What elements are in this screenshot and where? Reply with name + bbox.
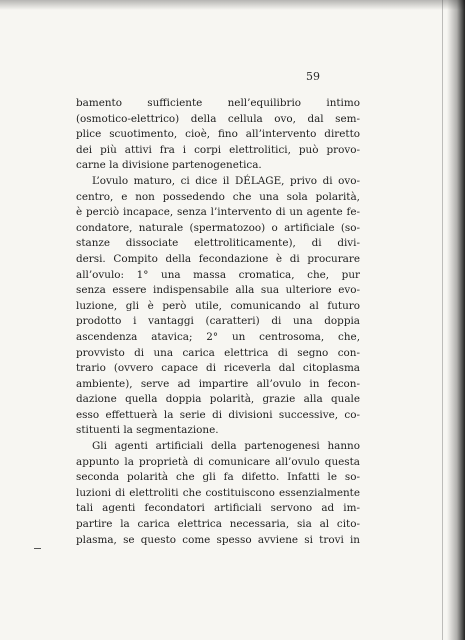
- text-line: dersi. Compito della fecondazione è di procurare: [76, 252, 360, 265]
- text-line: seconda polarità che gli fa difetto. Infatti le so-: [76, 471, 360, 484]
- binding-edge-line: [442, 0, 443, 640]
- text-line: è perciò incapace, senza l’intervento di un agente fe-: [76, 206, 360, 219]
- text-line: trario (ovvero capace di riceverla dal citoplasma: [76, 362, 360, 375]
- text-line: Gli agenti artificiali della partenogenesi hanno: [92, 440, 360, 453]
- text-line: senza essere indispensabile alla sua ulteriore evo-: [76, 284, 360, 297]
- text-line: bamento sufficiente nell’equilibrio intimo: [76, 97, 360, 109]
- text-line: stanze dissociate elettroliticamente), di divi-: [76, 237, 360, 250]
- margin-mark: [34, 548, 41, 549]
- text-line: L’ovulo maturo, ci dice il DÉLAGE, privo di ovo-: [92, 174, 360, 187]
- text-line: partire la carica elettrica necessaria, sia al cito-: [76, 518, 360, 531]
- scan-top-shadow: [0, 0, 465, 10]
- text-line: prodotto i vantaggi (caratteri) di una doppia: [76, 315, 360, 328]
- binding-edge-shadow: [447, 0, 465, 640]
- text-line: provvisto di una carica elettrica di segno con-: [76, 346, 360, 359]
- body-text: [76, 96, 360, 548]
- text-line: all’ovulo: 1° una massa cromatica, che, pur: [76, 268, 360, 281]
- text-line: ambiente), serve ad impartire all’ovulo in fecon-: [76, 377, 360, 390]
- text-line: luzione, gli è però utile, comunicando al futuro: [76, 299, 360, 312]
- text-line: ascendenza atavica; 2° un centrosoma, che,: [76, 330, 360, 343]
- text-line: centro, e non possedendo che una sola polarità,: [76, 190, 360, 203]
- text-line: luzioni di elettroliti che costituiscono essenzialmente: [76, 486, 360, 499]
- text-line: dazione quella doppia polarità, grazie alla quale: [76, 393, 360, 406]
- page-number: 59: [306, 70, 320, 83]
- text-line: tali agenti fecondatori artificiali servono ad im-: [76, 502, 360, 515]
- text-line: dei più attivi fra i corpi elettrolitici, può provo-: [76, 143, 360, 156]
- text-line: condatore, naturale (spermatozoo) o artificiale (so-: [76, 221, 360, 234]
- text-line: plasma, se questo come spesso avviene si trovi in: [76, 533, 360, 546]
- text-line: stituenti la segmentazione.: [76, 424, 219, 437]
- text-line: appunto la proprietà di comunicare all’ovulo questa: [76, 455, 360, 468]
- text-line: carne la divisione partenogenetica.: [76, 159, 262, 172]
- text-line: plice scuotimento, cioè, fino all’intervento diretto: [76, 128, 360, 141]
- text-line: esso effettuerà la serie di divisioni successive, co-: [76, 408, 360, 421]
- text-line: (osmotico-elettrico) della cellula ovo, dal sem-: [76, 112, 360, 125]
